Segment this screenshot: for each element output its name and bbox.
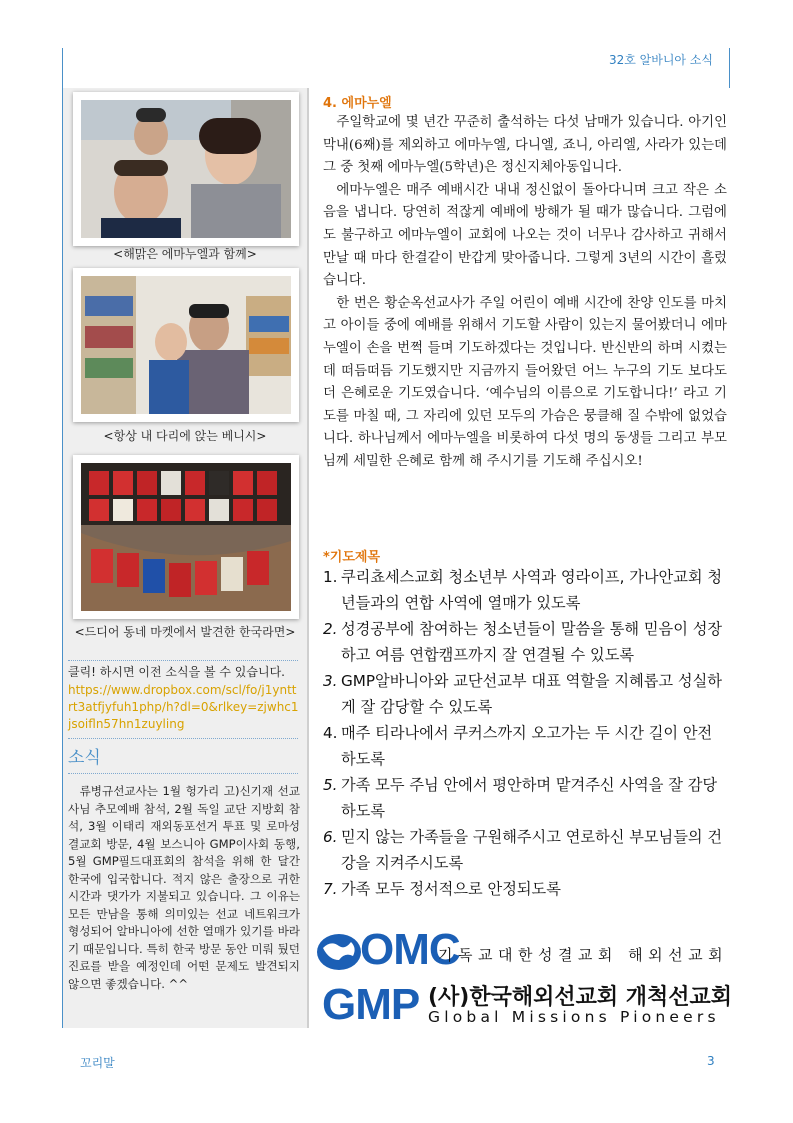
prayer-item: 2. 성경공부에 참여하는 청소년들이 말씀을 통해 믿음이 성장하고 여름 연합캠프까지 잘 연결될 수 있도록 <box>323 620 723 664</box>
prayer-item: 4. 매주 티라나에서 쿠커스까지 오고가는 두 시간 길이 안전하도록 <box>323 724 713 768</box>
gmp-name: (사)한국해외선교회 개척선교회 <box>428 985 733 1010</box>
photo-ramen <box>73 455 299 619</box>
sidebar-divider <box>68 773 298 774</box>
gmp-logo: GMP <box>322 980 420 1029</box>
story-body <box>323 112 727 474</box>
issue-title: 32호 알바니아 소식 <box>608 53 713 67</box>
sidebar-divider <box>68 660 298 661</box>
story-paragraph: 주일학교에 몇 년간 꾸준히 출석하는 다섯 남매가 있습니다. 아기인 막내(6째)를 제외하고 에마누엘, 다니엘, 죠니, 아리엘, 사라가 있는데 그 중 첫째 에마누엘(5학년)은 정신지체아동입니다. <box>323 115 727 176</box>
globe-icon <box>315 930 365 972</box>
photo-benisi <box>73 268 299 422</box>
archive-link[interactable]: https://www.dropbox.com/scl/fo/j1ynttrt3atfjyfuh1php/h?dl=0&rlkey=zjwhc1jsoifln57hn1zuyling <box>68 683 299 731</box>
photo-emmanuel <box>73 92 299 246</box>
news-heading: 소식 <box>68 748 101 768</box>
prayer-item: 5. 가족 모두 주님 안에서 평안하며 맡겨주신 사역을 잘 감당하도록 <box>323 776 718 820</box>
prayer-list <box>323 564 723 902</box>
gmp-english-name: Global Missions Pioneers <box>428 1008 720 1026</box>
header-divider-left <box>62 48 63 88</box>
photo-caption-1: <해맑은 에마누엘과 함께> <box>113 247 257 261</box>
section-title: 4. 에마누엘 <box>323 96 392 111</box>
story-paragraph: 에마누엘은 매주 예배시간 내내 정신없이 돌아다니며 크고 작은 소음을 냅니다. 당연히 적잖게 예배에 방해가 될 때가 많습니다. 그럼에도 불구하고 에마누엘이 교회에 나오는 것이 너무나 감사하고 귀해서 만날 때 마다 한결같이 반갑게 맞아줍니다. 그렇게 3년의 시간이 흘렀습니다. <box>323 182 727 289</box>
news-body: 류병규선교사는 1월 헝가리 고)신기재 선교사님 추모예배 참석, 2월 독일 교단 지방회 참석, 3월 이태리 재외동포선거 투표 및 로마성결교회 방문, 4월 보스니아 GMP이사회 동행, 5월 GMP필드대표회의 참석을 위해 한 달간 한국에 입국합니다. 적지 않은 출장으로 귀한 시간과 댓가가 지불되고 있습니다. 그 이유는 모든 만남을 통해 의미있는 선교 네트워크가 형성되어 알바니아에 선한 열매가 있기를 바라기 때문입니다. 특히 한국 방문 동안 미뤄 뒀던 진료를 받을 예정인데 어떤 문제도 발견되지 않으면 좋겠습니다. ^^ <box>68 784 300 991</box>
prayer-item: 7. 가족 모두 정서적으로 안정되도록 <box>323 880 561 898</box>
prayer-item: 6. 믿지 않는 가족들을 구원해주시고 연로하신 부모님들의 건강을 지켜주시도록 <box>323 828 723 872</box>
header-divider-right <box>729 48 730 88</box>
omc-subtitle: 기독교대한성결교회 해외선교회 <box>438 946 729 964</box>
footer-text: 꼬리말 <box>80 1056 115 1070</box>
prayer-item: 3. GMP알바니아와 교단선교부 대표 역할을 지혜롭고 성실하게 잘 감당할 수 있도록 <box>323 672 722 716</box>
prayer-title: *기도제목 <box>323 550 381 565</box>
sidebar-divider <box>68 738 298 739</box>
story-paragraph: 한 번은 황순옥선교사가 주일 어린이 예배 시간에 찬양 인도를 마치고 아이들 중에 예배를 위해서 기도할 사람이 있는지 물어봤더니 에마누엘이 손을 번쩍 들며 기도하겠다는 것입니다. 반신반의 하며 시켰는데 떠듬떠듬 기도했지만 지금까지 들어왔던 어느 누구의 기도 보다도 더 은혜로운 기도였습니다. ‘예수님의 이름으로 기도합니다!’ 라고 기도를 마칠 때, 그 자리에 있던 모두의 가슴은 뭉클해 질 수밖에 없었습니다. 하나님께서 에마누엘을 비롯하여 다섯 명의 동생들 그리고 부모님께 세밀한 은혜로 함께 해 주시기를 기도해 주십시오! <box>323 295 727 469</box>
photo-caption-2: <항상 내 다리에 앉는 베니시> <box>103 429 267 443</box>
omc-logo: OMC <box>360 925 460 974</box>
prayer-item: 1. 쿠리쵸세스교회 청소년부 사역과 영라이프, 가나안교회 청년들과의 연합 사역에 열매가 있도록 <box>323 568 723 612</box>
archive-note: 클릭! 하시면 이전 소식을 볼 수 있습니다. <box>68 665 285 679</box>
photo-caption-3: <드디어 동네 마켓에서 발견한 한국라면> <box>74 625 296 639</box>
page-number: 3 <box>707 1054 715 1068</box>
